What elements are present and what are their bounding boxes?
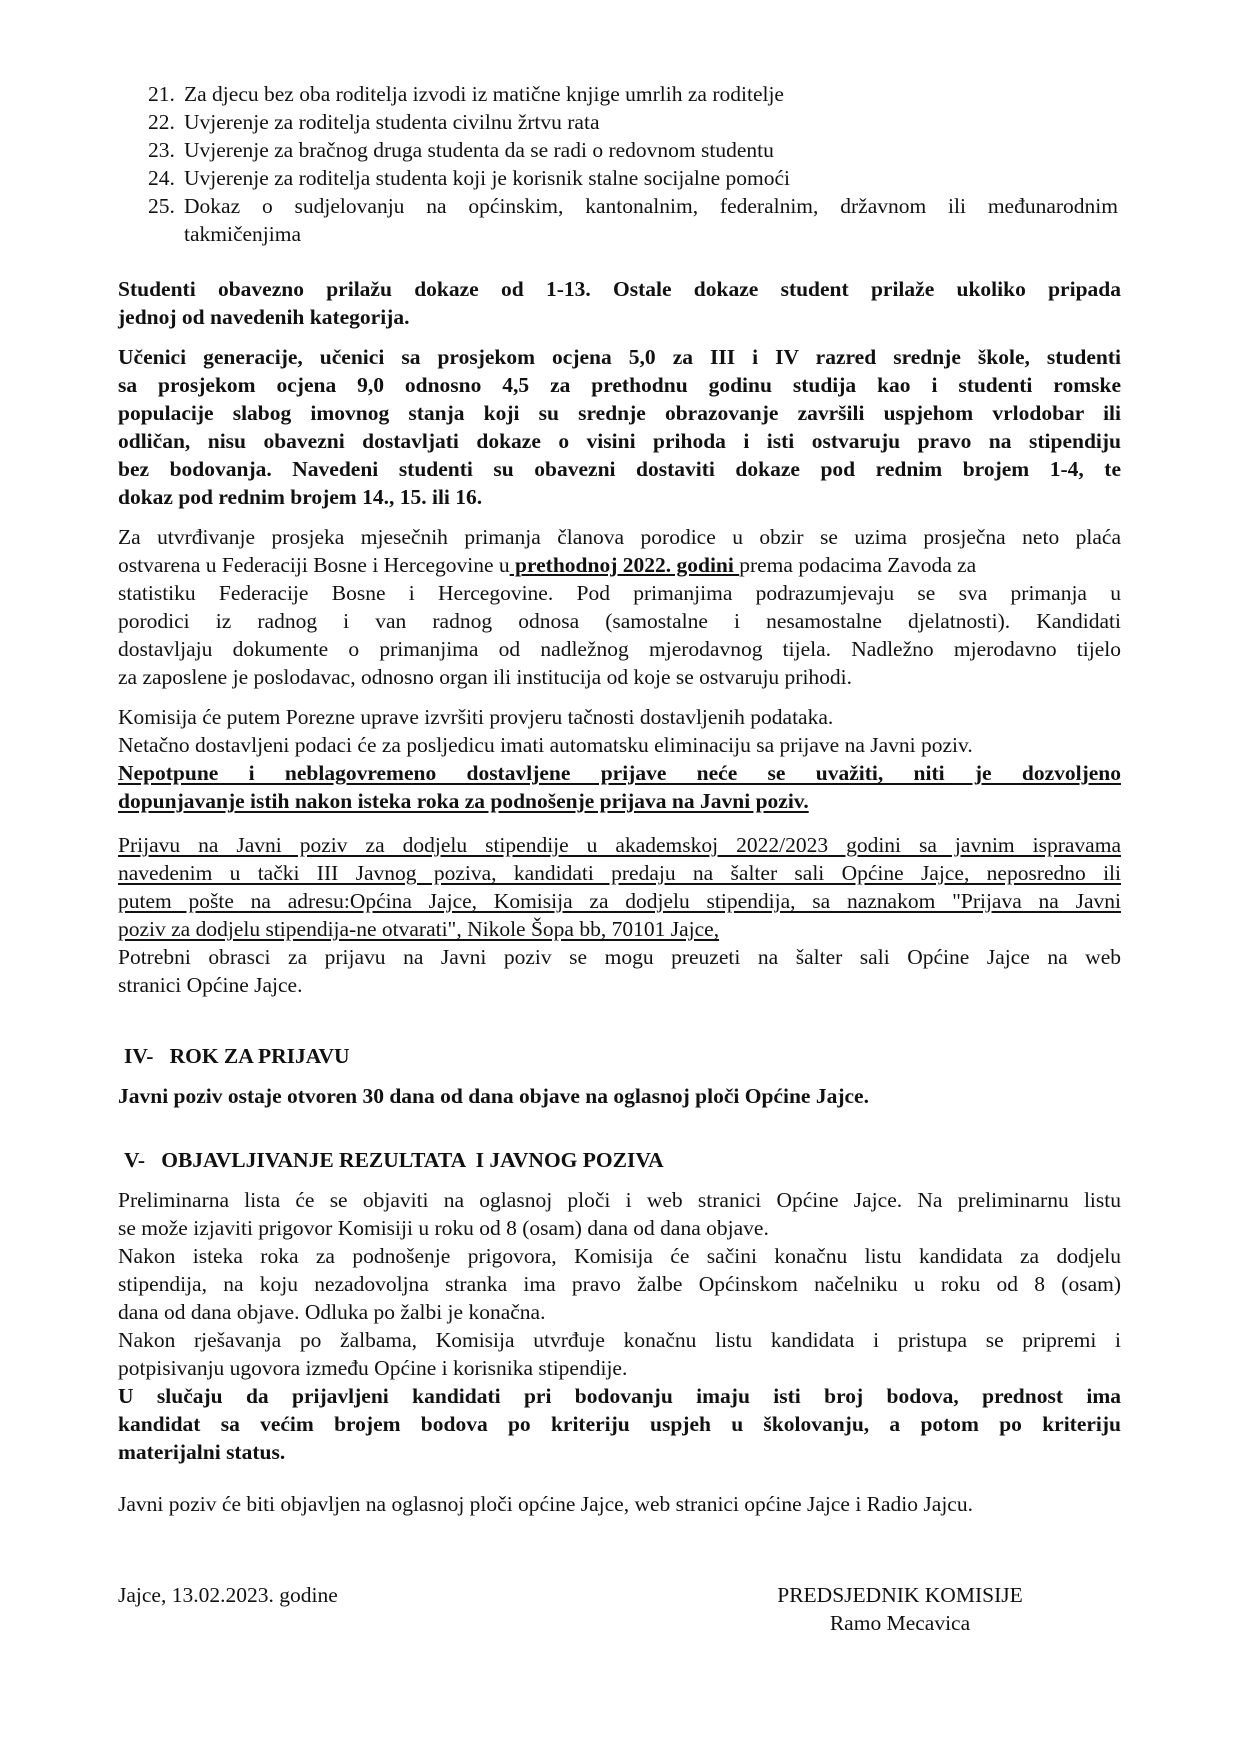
section-iv-heading: IV- ROK ZA PRIJAVU — [124, 1044, 350, 1068]
income-line-2: ostvarena u Federaciji Bosne i Hercegovine u prethodnoj 2022. godini prema podacima Zavoda za — [118, 553, 977, 577]
list-item: 23. Uvjerenje za bračnog druga studenta da se radi o redovnom studentu — [148, 138, 774, 162]
deadline-text: Javni poziv ostaje otvoren 30 dana od dana objave na oglasnoj ploči Općine Jajce. — [118, 1084, 869, 1108]
signatory-title: PREDSJEDNIK KOMISIJE — [777, 1583, 1023, 1607]
list-item-continuation: takmičenjima — [184, 222, 302, 246]
signatory-name: Ramo Mecavica — [829, 1611, 971, 1635]
list-item: 21. Za djecu bez oba roditelja izvodi iz matične knjige umrlih za roditelje — [148, 82, 784, 106]
reference-year: prethodnoj 2022. godini — [509, 553, 740, 577]
section-v-heading: V- OBJAVLJIVANJE REZULTATA I JAVNOG POZIVA — [124, 1148, 664, 1172]
list-item: 25. Dokaz o sudjelovanju na općinskim, kantonalnim, federalnim, državnom ili međunarodnim — [148, 194, 1118, 218]
place-date: Jajce, 13.02.2023. godine — [118, 1583, 338, 1607]
publication-text: Javni poziv će biti objavljen na oglasnoj ploči općine Jajce, web stranici općine Jajce i Radio Jajcu. — [118, 1492, 973, 1516]
document-page: 21. Za djecu bez oba roditelja izvodi iz matične knjige umrlih za roditelje 22. Uvjerenje za roditelja studenta civilnu žrtvu rata 23. Uvjerenje za bračnog druga studenta da se radi o redovnom studentu 24. Uvjerenje za roditelja studenta koji je korisnik stalne socijalne pomoći 25. Dokaz o sudjelovanju na općinskim, kantonalnim, federalnim, državnom ili međunarodnim takmičenjima Studenti obavezno prilažu dokaze od 1-13. Ostale dokaze student prilaže ukoliko pripada jednoj od navedenih kategorija. Učenici generacije, učenici sa prosjekom ocjena 5,0 za III i IV razred srednje škole, studenti sa prosjekom ocjena 9,0 odnosno 4,5 za prethodnu godinu studija kao i studenti romske populacije slabog imovnog stanja koji su srednje obrazovanje završili uspjehom vrlodobar ili odličan, nisu obavezni dostavljati dokaze o visini prihoda i isti ostvaruju pravo na stipendiju bez bodovanja. Navedeni studenti su obavezni dostaviti dokaze pod rednim brojem 1-4, te dokaz pod rednim brojem 14., 15. ili 16. Za utvrđivanje prosjeka mjesečnih primanja članova porodice u obzir se uzima prosječna neto plaća ostvarena u Federaciji Bosne i Hercegovine u prethodnoj 2022. godini prema podacima Zavoda za statistiku Federacije Bosne i Hercegovine. Pod primanjima podrazumjevaju se sva primanja u porodici iz radnog i van radnog odnosa (samostalne i nesamostalne djelatnosti). Kandidati dostavljaju dokumente o primanjima od nadležnog mjerodavnog tijela. Nadležno mjerodavno tijelo za zaposlene je poslodavac, odnosno organ ili institucija od koje se ostvaruju prihodi. Komisija će putem Porezne uprave izvršiti provjeru tačnosti dostavljenih podataka. Netačno dostavljeni podaci će za posljedicu imati automatsku eliminaciju sa prijave na Javni poziv. Nepotpune i neblagovremeno dostavljene prijave neće se uvažiti, niti je dozvoljeno dopunjavanje istih nakon isteka roka za podnošenje prijava na Javni poziv. Prijavu na Javni poziv za dodjelu stipendije u akademskoj 2022/2023 godini sa javnim ispravama navedenim u tački III Javnog poziva, kandidati predaju na šalter sali Općine Jajce, neposredno ili putem pošte na adresu:Općina Jajce, Komisija za dodjelu stipendija, sa naznakom "Prijava na Javni poziv za dodjelu stipendija-ne otvarati", Nikole Šopa bb, 70101 Jajce, Potrebni obrasci za prijavu na Javni poziv se mogu preuzeti na šalter sali Općine Jajce na web stranici Općine Jajce. IV- ROK ZA PRIJAVU Javni poziv ostaje otvoren 30 dana od dana objave na oglasnoj ploči Općine Jajce. V- OBJAVLJIVANJE REZULTATA I JAVNOG POZIVA Preliminarna lista će se objaviti na oglasnoj ploči i web stranici Općine Jajce. Na preliminarnu listu se može izjaviti prigovor Komisiji u roku od 8 (osam) dana od dana objave. Nakon isteka roka za podnošenje prigovora, Komisija će sačini konačnu listu kandidata za dodjelu stipendija, na koju nezadovoljna stranka ima pravo žalbe Općinskom načelniku u roku od 8 (osam) dana od dana objave. Odluka po žalbi je konačna. Nakon rješavanja po žalbama, Komisija utvrđuje konačnu listu kandidata i pristupa se pripremi i potpisivanju ugovora između Općine i korisnika stipendije. U slučaju da prijavljeni kandidati pri bodovanju imaju isti broj bodova, prednost ima kandidat sa većim brojem bodova po kriteriju uspjeh u školovanju, a potom po kriteriju materijalni status. Javni poziv će biti objavljen na oglasnoj ploči općine Jajce, web stranici općine Jajce i Radio Jajcu. Jajce, 13.02.2023. godine PREDSJEDNIK KOMISIJE Ramo Mecavica — [118, 82, 1121, 1635]
list-item: 22. Uvjerenje za roditelja studenta civilnu žrtvu rata — [148, 110, 600, 134]
list-item: 24. Uvjerenje za roditelja studenta koji je korisnik stalne socijalne pomoći — [148, 166, 790, 190]
